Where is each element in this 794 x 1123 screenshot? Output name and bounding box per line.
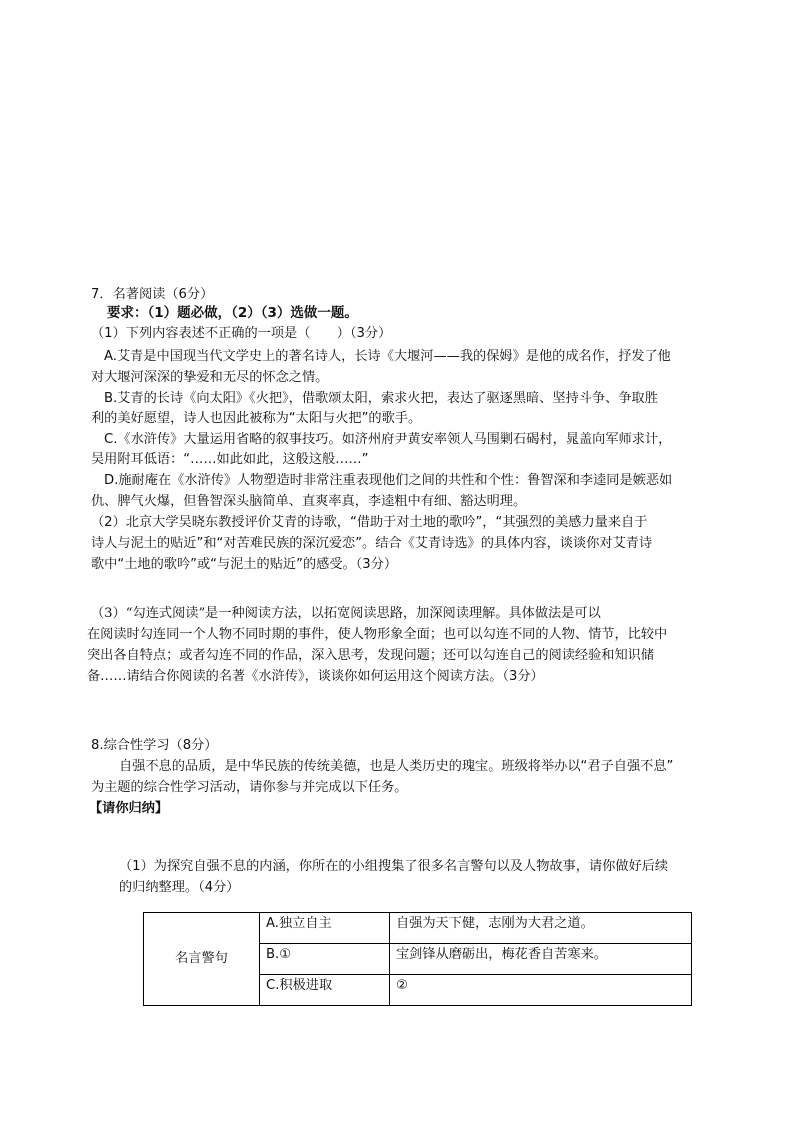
q7-option-c-line1: C.《水浒传》大量运用省略的叙事技巧。如济州府尹黄安率领人马围剿石碣村，晁盖向军师求计， — [104, 432, 672, 447]
q8-title: 8.综合性学习（8分） — [91, 738, 218, 753]
q8-section-heading: 【请你归纳】 — [89, 801, 169, 816]
q7-part3-line2: 在阅读时勾连同一个人物不同时期的事件，使人物形象全面；也可以勾连不同的人物、情节，比较中 — [87, 627, 668, 642]
q7-option-a-line2: 对大堰河深深的挚爱和无尽的怀念之情。 — [91, 370, 329, 385]
q7-part3-line1: （3）“勾连式阅读”是一种阅读方法，以拓宽阅读思路，加深阅读理解。具体做法是可以 — [91, 606, 601, 621]
table-quote-cell: ② — [390, 975, 692, 1006]
q7-option-d-line2: 仇、脾气火爆，但鲁智深头脑简单、直爽率真，李逵粗中有细、豁达明理。 — [91, 494, 527, 509]
q7-option-b-line1: B.艾青的长诗《向太阳》《火把》，借歌颂太阳，索求火把，表达了驱逐黑暗、坚持斗争、争取胜 — [104, 391, 658, 406]
q7-part2-line3: 歌中“土地的歌吟”或“与泥土的贴近”的感受。（3分） — [91, 557, 398, 572]
quotes-table — [143, 912, 692, 1006]
table-quote-cell: 宝剑锋从磨砺出，梅花香自苦寒来。 — [390, 944, 692, 975]
q7-part1-stem: （1）下列内容表述不正确的一项是（ ）（3分） — [91, 326, 392, 341]
q7-option-c-line2: 吴用附耳低语：“……如此如此，这般这般……” — [91, 452, 369, 467]
q7-part2-line2: 诗人与泥土的贴近”和“对苦难民族的深沉爱恋”。结合《艾青诗选》的具体内容，谈谈你对艾青诗 — [91, 536, 653, 551]
q7-part2-line1: （2）北京大学吴晓东教授评价艾青的诗歌，“借助于对土地的歌吟”，“其强烈的美感力量来自于 — [91, 515, 648, 530]
q7-requirement: 要求：（1）题必做，（2）（3）选做一题。 — [107, 305, 358, 321]
q7-option-b-line2: 利的美好愿望，诗人也因此被称为“太阳与火把”的歌手。 — [91, 411, 422, 426]
q8-intro-line1: 自强不息的品质，是中华民族的传统美德，也是人类历史的瑰宝。班级将举办以“君子自强不息” — [119, 759, 674, 774]
q7-title: 7．名著阅读（6分） — [91, 287, 214, 302]
table-category-cell: A.独立自主 — [260, 913, 390, 944]
table-head-cell: 名言警句 — [144, 913, 260, 1006]
q7-option-a-line1: A.艾青是中国现当代文学史上的著名诗人，长诗《大堰河——我的保姆》是他的成名作，抒发了他 — [104, 349, 671, 364]
q8-task1-line1: （1）为探究自强不息的内涵，你所在的小组搜集了很多名言警句以及人物故事，请你做好后续 — [119, 859, 669, 874]
table-category-cell: C.积极进取 — [260, 975, 390, 1006]
table-row — [144, 913, 692, 944]
table-category-cell: B.① — [260, 944, 390, 975]
q7-part3-line4: 备……请结合你阅读的名著《水浒传》，谈谈你如何运用这个阅读方法。（3分） — [87, 669, 544, 684]
table-quote-cell: 自强为天下健，志刚为大君之道。 — [390, 913, 692, 944]
q8-intro-line2: 为主题的综合性学习活动，请你参与并完成以下任务。 — [91, 780, 408, 795]
q8-task1-line2: 的归纳整理。（4分） — [119, 880, 240, 895]
q7-option-d-line1: D.施耐庵在《水浒传》人物塑造时非常注重表现他们之间的共性和个性：鲁智深和李逵同是嫉恶如 — [104, 473, 673, 488]
q7-part3-line3: 突出各自特点；或者勾连不同的作品，深入思考，发现问题；还可以勾连自己的阅读经验和知识储 — [87, 648, 655, 663]
